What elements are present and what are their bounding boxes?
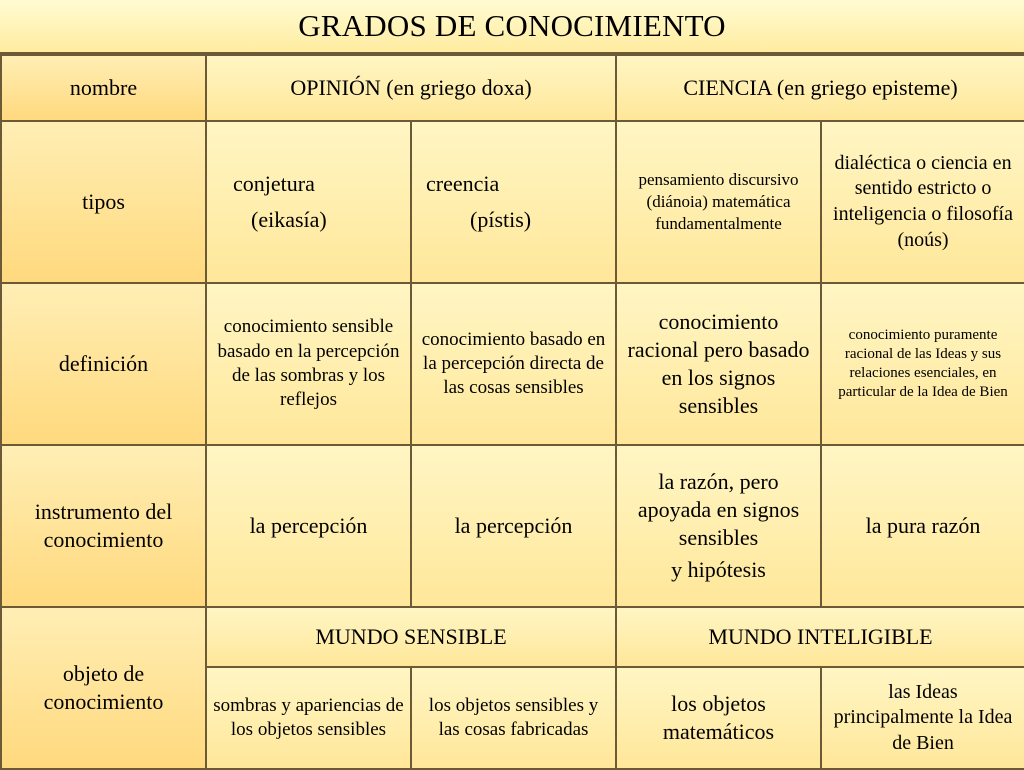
cell-inst-dialectica: la pura razón xyxy=(821,445,1024,607)
tipo-conjetura-name: conjetura xyxy=(233,170,315,196)
row-objeto-mundo xyxy=(1,607,1024,667)
inst-pensamiento-extra: y hipótesis xyxy=(671,557,766,583)
row-tipos xyxy=(1,121,1024,283)
inst-pensamiento-main: la razón, pero apoyada en signos sensibles xyxy=(637,468,800,550)
row-instrumento xyxy=(1,445,1024,607)
cell-tipo-conjetura xyxy=(206,121,411,283)
header-opinion: OPINIÓN (en griego doxa) xyxy=(206,55,616,121)
row-definicion xyxy=(1,283,1024,445)
row-label-tipos: tipos xyxy=(1,121,206,283)
tipo-conjetura-greek: (eikasía) xyxy=(251,207,327,232)
row-label-objeto: objeto de conocimiento xyxy=(1,607,206,769)
header-mundo-inteligible: MUNDO INTELIGIBLE xyxy=(616,607,1024,667)
row-label-instrumento: instrumento del conocimiento xyxy=(1,445,206,607)
header-ciencia: CIENCIA (en griego episteme) xyxy=(616,55,1024,121)
cell-inst-pensamiento xyxy=(616,445,821,607)
cell-obj-conjetura: sombras y apariencias de los objetos sensibles xyxy=(206,667,411,769)
cell-def-creencia: conocimiento basado en la percepción directa de las cosas sensibles xyxy=(411,283,616,445)
cell-obj-pensamiento: los objetos matemáticos xyxy=(616,667,821,769)
cell-tipo-dialectica: dialéctica o ciencia en sentido estricto o inteligencia o filosofía (noús) xyxy=(821,121,1024,283)
page-title: GRADOS DE CONOCIMIENTO xyxy=(0,0,1024,54)
row-label-nombre: nombre xyxy=(1,55,206,121)
header-mundo-sensible: MUNDO SENSIBLE xyxy=(206,607,616,667)
row-nombre xyxy=(1,55,1024,121)
cell-def-dialectica: conocimiento puramente racional de las Ideas y sus relaciones esenciales, en particular de la Idea de Bien xyxy=(821,283,1024,445)
knowledge-table xyxy=(0,54,1024,770)
tipo-creencia-name: creencia xyxy=(426,170,500,196)
cell-obj-dialectica: las Ideas principalmente la Idea de Bien xyxy=(821,667,1024,769)
cell-tipo-pensamiento: pensamiento discursivo (diánoia) matemática fundamentalmente xyxy=(616,121,821,283)
cell-def-conjetura: conocimiento sensible basado en la percepción de las sombras y los reflejos xyxy=(206,283,411,445)
cell-def-pensamiento: conocimiento racional pero basado en los signos sensibles xyxy=(616,283,821,445)
cell-obj-creencia: los objetos sensibles y las cosas fabricadas xyxy=(411,667,616,769)
cell-tipo-creencia xyxy=(411,121,616,283)
row-label-definicion: definición xyxy=(1,283,206,445)
cell-inst-creencia: la percepción xyxy=(411,445,616,607)
tipo-creencia-greek: (pístis) xyxy=(470,207,532,232)
cell-inst-conjetura: la percepción xyxy=(206,445,411,607)
